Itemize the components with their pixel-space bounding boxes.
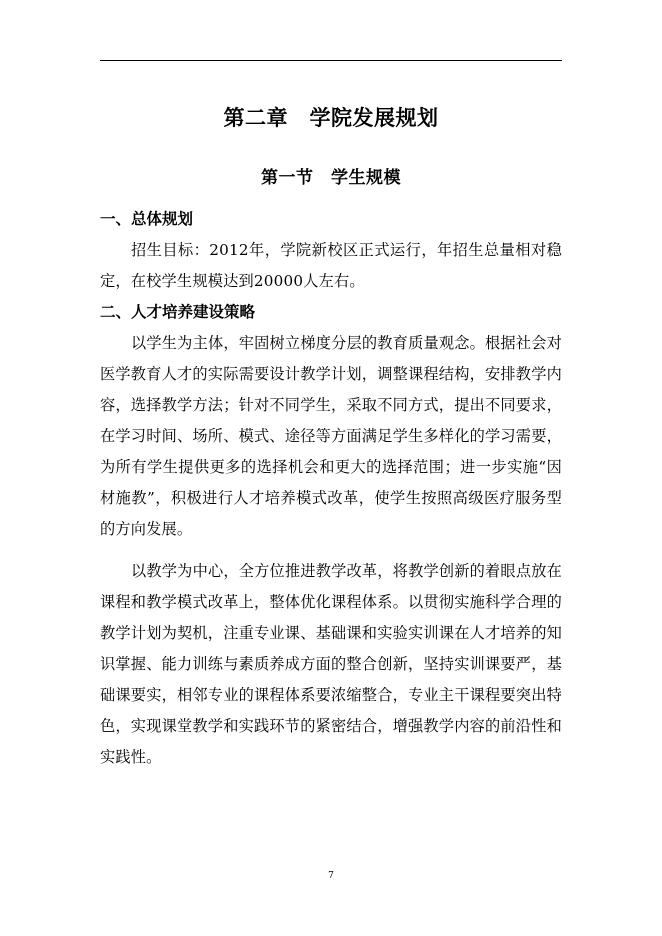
subheading-overall-plan: 一、总体规划	[100, 210, 194, 228]
paragraph-enrollment-target: 招生目标：2012年，学院新校区正式运行，年招生总量相对稳定，在校学生规模达到20000人左右。	[100, 241, 562, 290]
subheading-talent-strategy: 二、人才培养建设策略	[100, 303, 256, 321]
chapter-title: 第二章 学院发展规划	[223, 106, 439, 130]
section-title: 第一节 学生规模	[261, 168, 401, 188]
paragraph-teaching-centered: 以教学为中心，全方位推进教学改革，将教学创新的着眼点放在课程和教学模式改革上，整体优化课程体系。以贯彻实施科学合理的教学计划为契机，注重专业课、基础课和实验实训课在人才培养的知识掌握、能力训练与素质养成方面的整合创新，坚持实训课要严，基础课要实，相邻专业的课程体系要浓缩整合，专业主干课程要突出特色，实现课堂教学和实践环节的紧密结合，增强教学内容的前沿性和实践性。	[100, 562, 562, 766]
page-number: 7	[328, 871, 334, 881]
paragraph-student-centered: 以学生为主体，牢固树立梯度分层的教育质量观念。根据社会对医学教育人才的实际需要设计教学计划，调整课程结构，安排教学内容，选择教学方法；针对不同学生，采取不同方式，提出不同要求，在学习时间、场所、模式、途径等方面满足学生多样化的学习需要，为所有学生提供更多的选择机会和更大的选择范围；进一步实施“因材施教”，积极进行人才培养模式改革，使学生按照高级医疗服务型的方向发展。	[100, 334, 562, 538]
header-rule	[100, 60, 562, 61]
document-body	[100, 103, 562, 773]
